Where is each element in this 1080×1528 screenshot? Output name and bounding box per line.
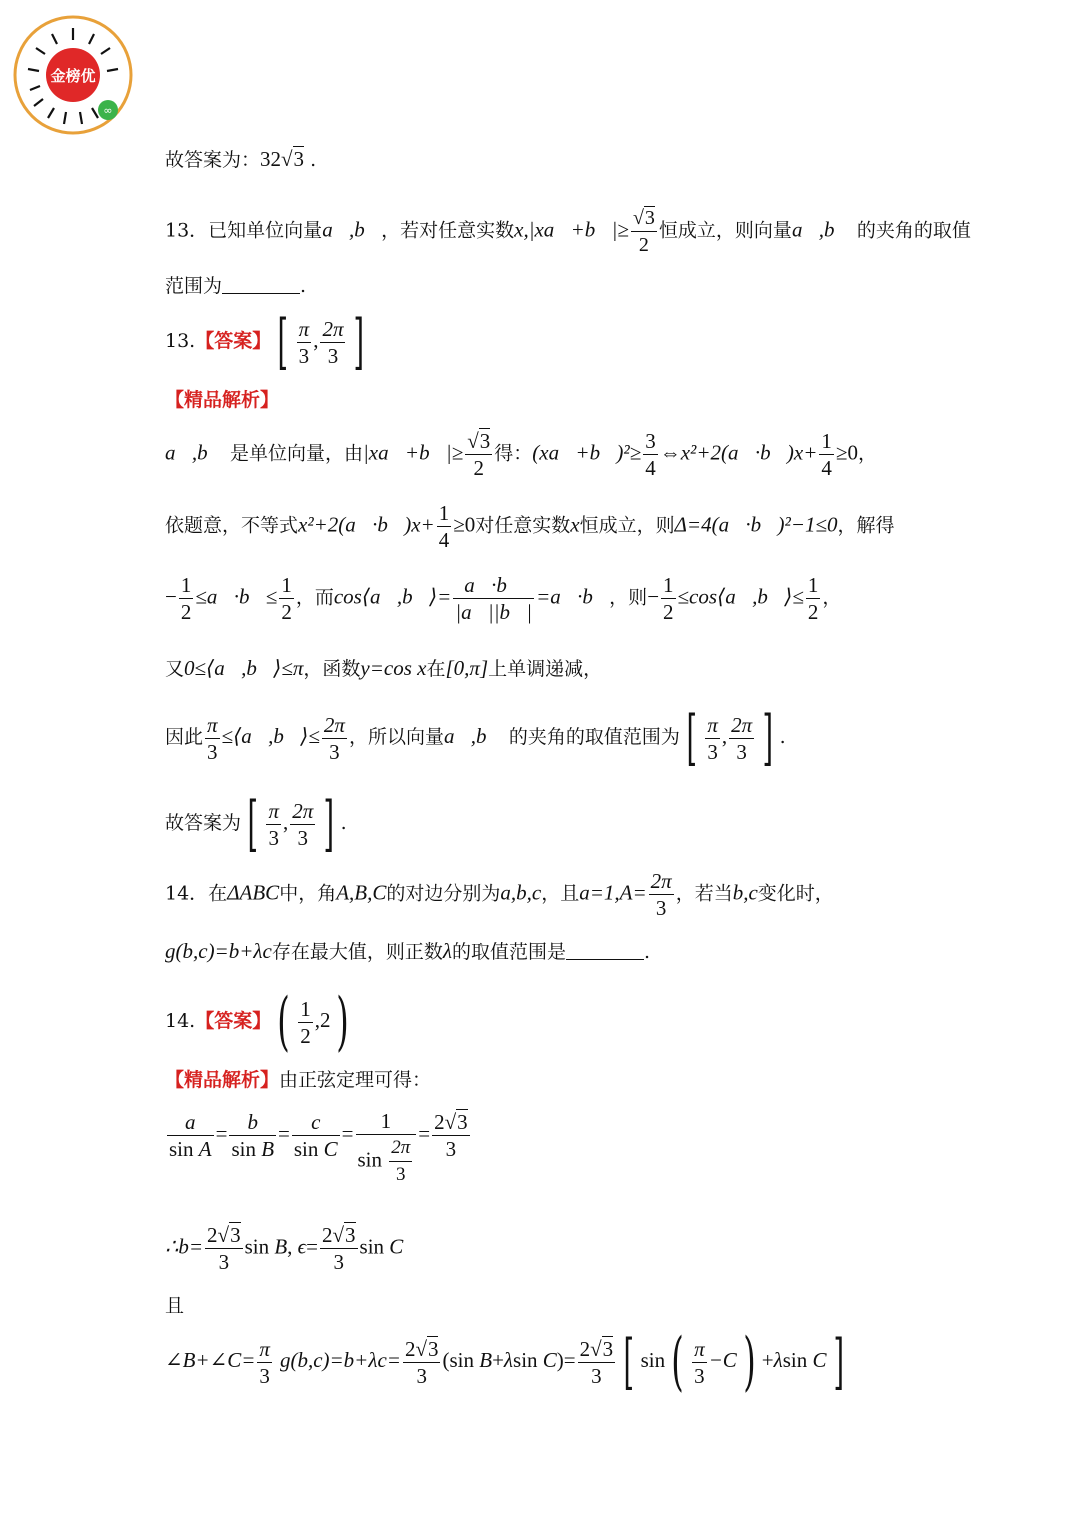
equation-sine-law: $\frac{a}{\text{sin A}}$ = $\frac{b}{\text{sin B}}$ = $\frac{c}{\text{sin C}}$ = 1 sin $\frac{2\pi}{3}$ = $\frac{2√3}{3}$ bbox=[169, 1109, 468, 1185]
solution-line-4: 又0≤⟨a⃗,b⃗⟩≤π，函数y=cos x在[0,π]上单调递减， bbox=[165, 656, 603, 680]
question-13-cont: 范围为 . bbox=[165, 275, 307, 297]
solution-line-6: 故答案为 [ $\frac{\pi}{3}$ , $\frac{2\pi}{3}$ ] . bbox=[165, 789, 347, 859]
previous-answer-line: 故答案为：32√3 . bbox=[165, 147, 317, 171]
question-14: 14．在ΔABC中，角A,B,C的对边分别为a,b,c，且a=1,A= $\frac{2\pi}{3}$ ，若当b,c变化时， bbox=[165, 869, 834, 920]
jinbangyou-logo bbox=[12, 14, 134, 136]
text-qie: 且 bbox=[165, 1295, 185, 1317]
answer-14: 14.【答案】( $\frac{1}{2}$ ,2) bbox=[165, 985, 350, 1059]
question-14-cont: g(b,c)=b+λc存在最大值，则正数λ的取值范围是 . bbox=[165, 939, 651, 963]
solution-line-5: 因此 $\frac{\pi}{3}$ ≤⟨a⃗,b⃗⟩≤ $\frac{2\pi}{3}$ ，所以向量a⃗,b⃗ 的夹角的取值范围为 [ $\frac{\pi}{3}$ , $\frac{2\pi}{3}$ ] . bbox=[165, 703, 786, 773]
svg-text:金榜优: 金榜优 bbox=[50, 67, 96, 85]
answer-13: 13.【答案】 [ $\frac{\pi}{3}$ , $\frac{2\pi}{3}$ ] bbox=[165, 307, 365, 377]
equation-b-c: ∴b= $\frac{2√3}{3}$ sin B, ϵ= $\frac{2√3}{3}$ sin C bbox=[165, 1223, 404, 1274]
svg-text:∞: ∞ bbox=[103, 104, 113, 117]
solution-line-2: 依题意，不等式x²+2(a⃗·b⃗)x+ $\frac{1}{4}$ ≥0对任意实数x恒成立，则Δ=4(a⃗·b⃗)²−1≤0，解得 bbox=[165, 501, 895, 552]
solution-line-1: a⃗,b⃗ 是单位向量，由|xa⃗+b⃗|≥ $\frac{√3}{2}$ 得：(xa⃗+b⃗)²≥ $\frac{3}{4}$ ⇔x²+2(a⃗·b⃗)x+ $\frac{1}{4}$ ≥0， bbox=[165, 429, 877, 480]
analysis-heading-14: 【精品解析】由正弦定理可得： bbox=[165, 1069, 432, 1091]
equation-g: ∠B+∠C= $\frac{\pi}{3}$ g(b,c)=b+λc= $\frac{2√3}{3}$ (sin B+λsin C)= $\frac{2√3}{3}$ [ sin( $\frac{\pi}{3}$ −C) +λsin C ] bbox=[165, 1325, 844, 1399]
analysis-heading-13: 【精品解析】 bbox=[165, 389, 280, 411]
solution-line-3: − $\frac{1}{2}$ ≤a⃗·b⃗≤ $\frac{1}{2}$ ，而cos⟨a⃗,b⃗⟩= $\frac{a⃗\cdot b⃗}{|a⃗||b⃗|}$ =a⃗·b⃗，则− $\frac{1}{2}$ ≤cos⟨a⃗,b⃗⟩≤ $\frac{1}{2}$ ， bbox=[165, 573, 842, 624]
question-13: 13．已知单位向量a⃗,b⃗，若对任意实数x,|xa⃗+b⃗|≥ $\frac{√3}{2}$ 恒成立，则向量a⃗,b⃗ 的夹角的取值 bbox=[165, 207, 971, 256]
